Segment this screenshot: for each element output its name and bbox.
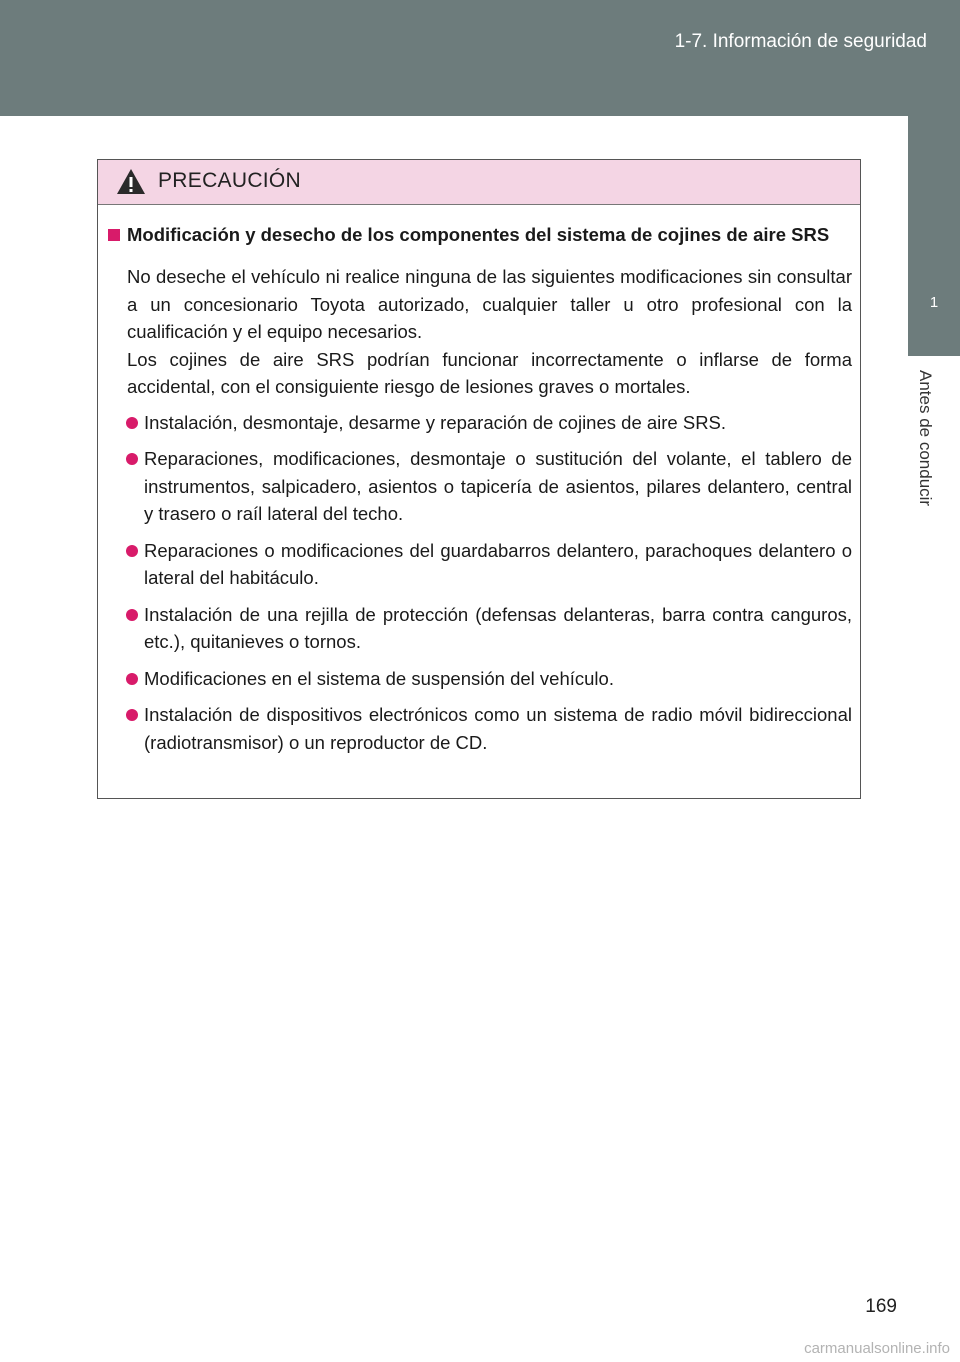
circle-bullet-icon <box>126 417 138 429</box>
caution-box <box>97 159 861 799</box>
circle-bullet-icon <box>126 545 138 557</box>
subsection-heading-text: Modificación y desecho de los componentes del sistema de cojines de aire SRS <box>127 224 830 245</box>
list-item: Instalación de una rejilla de protección (defensas delanteras, barra contra canguros, etc.), quitanieves o tornos. <box>144 601 852 656</box>
caution-header <box>98 160 860 205</box>
caution-content <box>98 205 860 765</box>
bullet-list <box>106 409 852 757</box>
list-item: Modificaciones en el sistema de suspensión del vehículo. <box>144 665 852 693</box>
caution-title: PRECAUCIÓN <box>158 169 302 192</box>
section-title: 1-7. Información de seguridad <box>674 31 927 52</box>
paragraph: Los cojines de aire SRS podrían funcionar incorrectamente o inflarse de forma accidental, con el consiguiente riesgo de lesiones graves o mortales. <box>127 348 852 397</box>
paragraph: No deseche el vehículo ni realice ninguna de las siguientes modificaciones sin consultar a un concesionario Toyota autorizado, cualquier taller u otro profesional con la cualificación y el equipo necesarios. <box>127 266 852 342</box>
list-item: Instalación, desmontaje, desarme y reparación de cojines de aire SRS. <box>144 409 852 437</box>
chapter-tab <box>908 116 960 356</box>
list-item: Reparaciones, modificaciones, desmontaje o sustitución del volante, el tablero de instrumentos, salpicadero, asientos o tapicería de asientos, pilares delantero, central y trasero o raíl lateral del techo. <box>144 445 852 528</box>
circle-bullet-icon <box>126 673 138 685</box>
list-item: Reparaciones o modificaciones del guardabarros delantero, parachoques delantero o lateral del habitáculo. <box>144 537 852 592</box>
circle-bullet-icon <box>126 453 138 465</box>
page-number: 169 <box>865 1296 897 1317</box>
subsection-heading <box>106 221 852 249</box>
circle-bullet-icon <box>126 709 138 721</box>
warning-triangle-icon <box>116 168 146 195</box>
list-item: Instalación de dispositivos electrónicos como un sistema de radio móvil bidireccional (radiotransmisor) o un reproductor de CD. <box>144 701 852 756</box>
square-bullet-icon <box>108 229 120 241</box>
circle-bullet-icon <box>126 609 138 621</box>
chapter-number: 1 <box>929 294 939 311</box>
watermark: carmanualsonline.info <box>804 1340 950 1357</box>
chapter-label: Antes de conducir <box>916 370 935 507</box>
page-header <box>0 0 960 116</box>
